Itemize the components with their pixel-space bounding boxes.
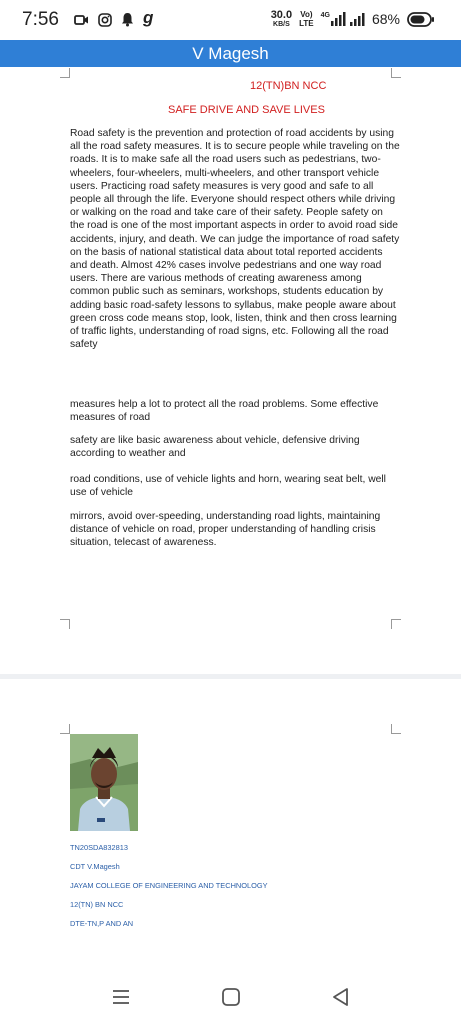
home-icon[interactable]: [220, 986, 242, 1008]
cadet-photo: [70, 734, 138, 831]
essay-paragraph: mirrors, avoid over-speeding, understanding road lights, maintaining distance of vehicle on road, proper understanding of handling crisis situation, telecast of awareness.: [70, 511, 381, 549]
svg-text:g: g: [143, 11, 154, 27]
page-corner-mark: [391, 619, 401, 629]
page-divider: [0, 674, 461, 679]
volte-indicator: [299, 10, 314, 28]
recent-apps-icon[interactable]: [110, 986, 132, 1008]
signal-bars-icon: [331, 12, 365, 26]
back-icon[interactable]: [330, 986, 352, 1008]
signal-label: 4G: [320, 12, 330, 19]
essay-title: SAFE DRIVE AND SAVE LIVES: [168, 104, 325, 116]
page-corner-mark: [391, 68, 401, 78]
app-title-bar: [0, 40, 461, 67]
document-title: V Magesh: [192, 44, 269, 63]
page-corner-mark: [60, 724, 70, 734]
essay-paragraph: road conditions, use of vehicle lights and horn, wearing seat belt, well use of vehicle: [70, 474, 386, 499]
notification-icons: [74, 11, 155, 28]
page-corner-mark: [60, 619, 70, 629]
essay-paragraph: safety are like basic awareness about vehicle, defensive driving according to weather and: [70, 435, 360, 460]
page-corner-mark: [60, 68, 70, 78]
unit-name: 12(TN) BN NCC: [70, 900, 124, 909]
essay-paragraph: Road safety is the prevention and protection of road accidents by using all the road safety measures. It is to secure people while traveling on the roads. It is to make safe all the road users such as pedestrians, two-wheelers, four-wheelers, multi-wheelers, and other transport vehicle users. Practicing road safety measures is very good and safe to all people all through the life. Everyone should respect others while driving or walking on the road and take care of their safety. People safety on the road is one of the most important aspects in order to avoid road side accidents, injury, and death. We can judge the importance of road safety on the basis of national statistical data about total reported accidents and death. Almost 42% cases involve pedestrians and one way road users. There are various methods of creating awareness among common public such as seminars, workshops, students education by adding basic road-safety lessons to syllabus, make people aware about green cross code means stop, look, listen, think and then cross learning of traffic lights, understanding of road signs, etc. Following all the road safety: [70, 128, 400, 351]
alarm-icon: [121, 12, 134, 27]
system-nav-bar: [0, 968, 461, 1024]
cadet-name: CDT V.Magesh: [70, 862, 120, 871]
battery-icon: [407, 12, 435, 27]
page-corner-mark: [391, 724, 401, 734]
network-speed-value: 30.0: [270, 9, 293, 21]
volte-top: Vo): [300, 10, 313, 19]
network-speed-unit: KB/S: [273, 21, 290, 28]
system-status: [271, 10, 435, 28]
g-app-icon: [143, 11, 155, 28]
status-time: 7:56: [22, 9, 59, 30]
college-name: JAYAM COLLEGE OF ENGINEERING AND TECHNOLOGY: [70, 881, 268, 890]
battery-percent: 68%: [371, 11, 400, 27]
essay-paragraph: measures help a lot to protect all the road problems. Some effective measures of road: [70, 399, 379, 424]
network-speed: [271, 10, 292, 28]
video-icon: [74, 13, 89, 27]
registration-number: TN20SDA832813: [70, 843, 128, 852]
instagram-icon: [98, 13, 112, 27]
volte-bottom: LTE: [299, 19, 314, 28]
directorate-name: DTE-TN,P AND AN: [70, 919, 134, 928]
unit-heading: 12(TN)BN NCC: [250, 80, 327, 92]
status-bar: [0, 0, 461, 40]
signal-icon: [321, 12, 365, 26]
